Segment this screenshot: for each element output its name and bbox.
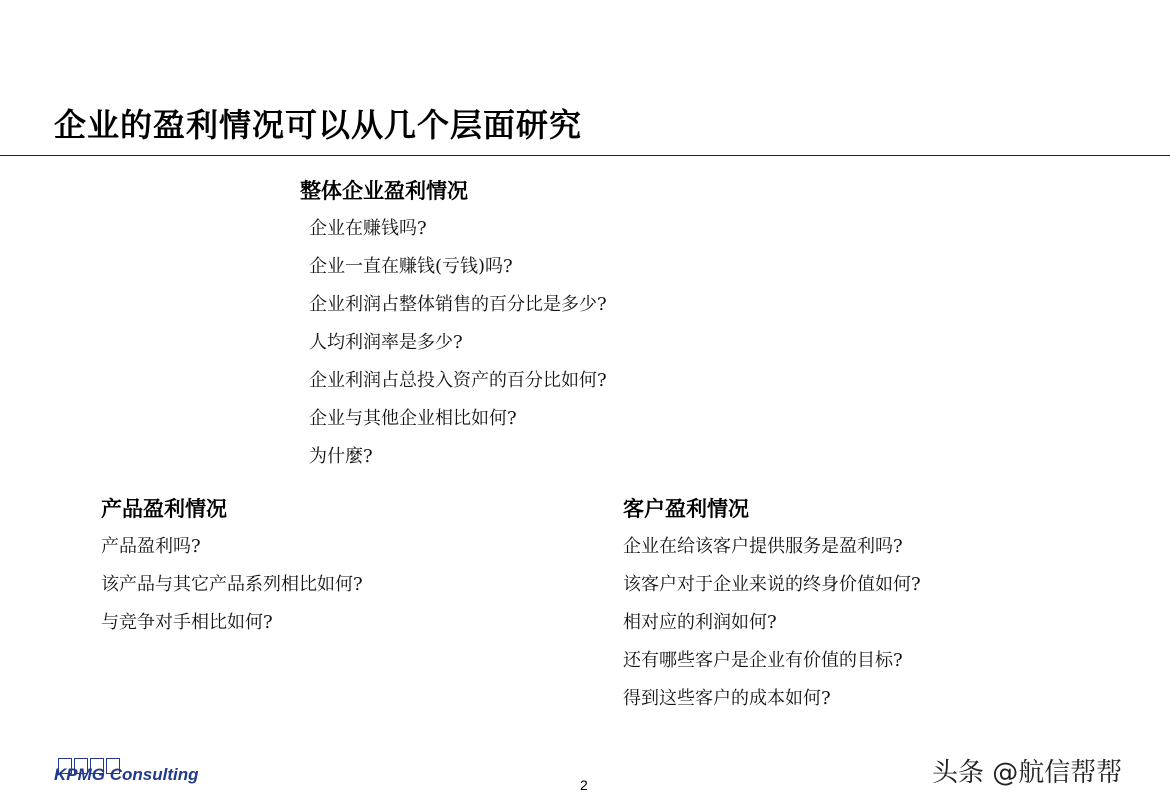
page-number: 2 xyxy=(580,777,588,793)
list-item: 企业利润占总投入资产的百分比如何? xyxy=(309,370,607,391)
list-item: 得到这些客户的成本如何? xyxy=(623,688,831,709)
list-item: 还有哪些客户是企业有价值的目标? xyxy=(623,650,903,671)
question-list xyxy=(300,210,607,476)
list-item: 企业利润占整体销售的百分比是多少? xyxy=(309,294,607,315)
list-item: 企业在赚钱吗? xyxy=(309,218,427,239)
section-product-profitability xyxy=(101,496,363,642)
list-item: 企业一直在赚钱(亏钱)吗? xyxy=(309,256,513,277)
list-item: 企业与其他企业相比如何? xyxy=(309,408,517,429)
section-heading: 客户盈利情况 xyxy=(623,496,749,521)
page-title: 企业的盈利情况可以从几个层面研究 xyxy=(54,106,583,144)
section-overall-profitability xyxy=(300,178,607,476)
list-item: 人均利润率是多少? xyxy=(309,332,463,353)
question-list xyxy=(623,528,921,718)
kpmg-logo xyxy=(54,758,234,792)
list-item: 该产品与其它产品系列相比如何? xyxy=(101,574,363,595)
list-item: 相对应的利润如何? xyxy=(623,612,777,633)
list-item: 为什麼? xyxy=(309,446,373,467)
watermark: 头条 @航信帮帮 xyxy=(932,758,1123,788)
section-heading: 整体企业盈利情况 xyxy=(300,178,468,203)
list-item: 该客户对于企业来说的终身价值如何? xyxy=(623,574,921,595)
section-heading: 产品盈利情况 xyxy=(101,496,227,521)
title-divider xyxy=(0,155,1170,156)
list-item: 企业在给该客户提供服务是盈利吗? xyxy=(623,536,903,557)
question-list xyxy=(101,528,363,642)
logo-text: KPMG Consulting xyxy=(54,765,199,784)
list-item: 产品盈利吗? xyxy=(101,536,201,557)
section-customer-profitability xyxy=(623,496,921,718)
list-item: 与竞争对手相比如何? xyxy=(101,612,273,633)
